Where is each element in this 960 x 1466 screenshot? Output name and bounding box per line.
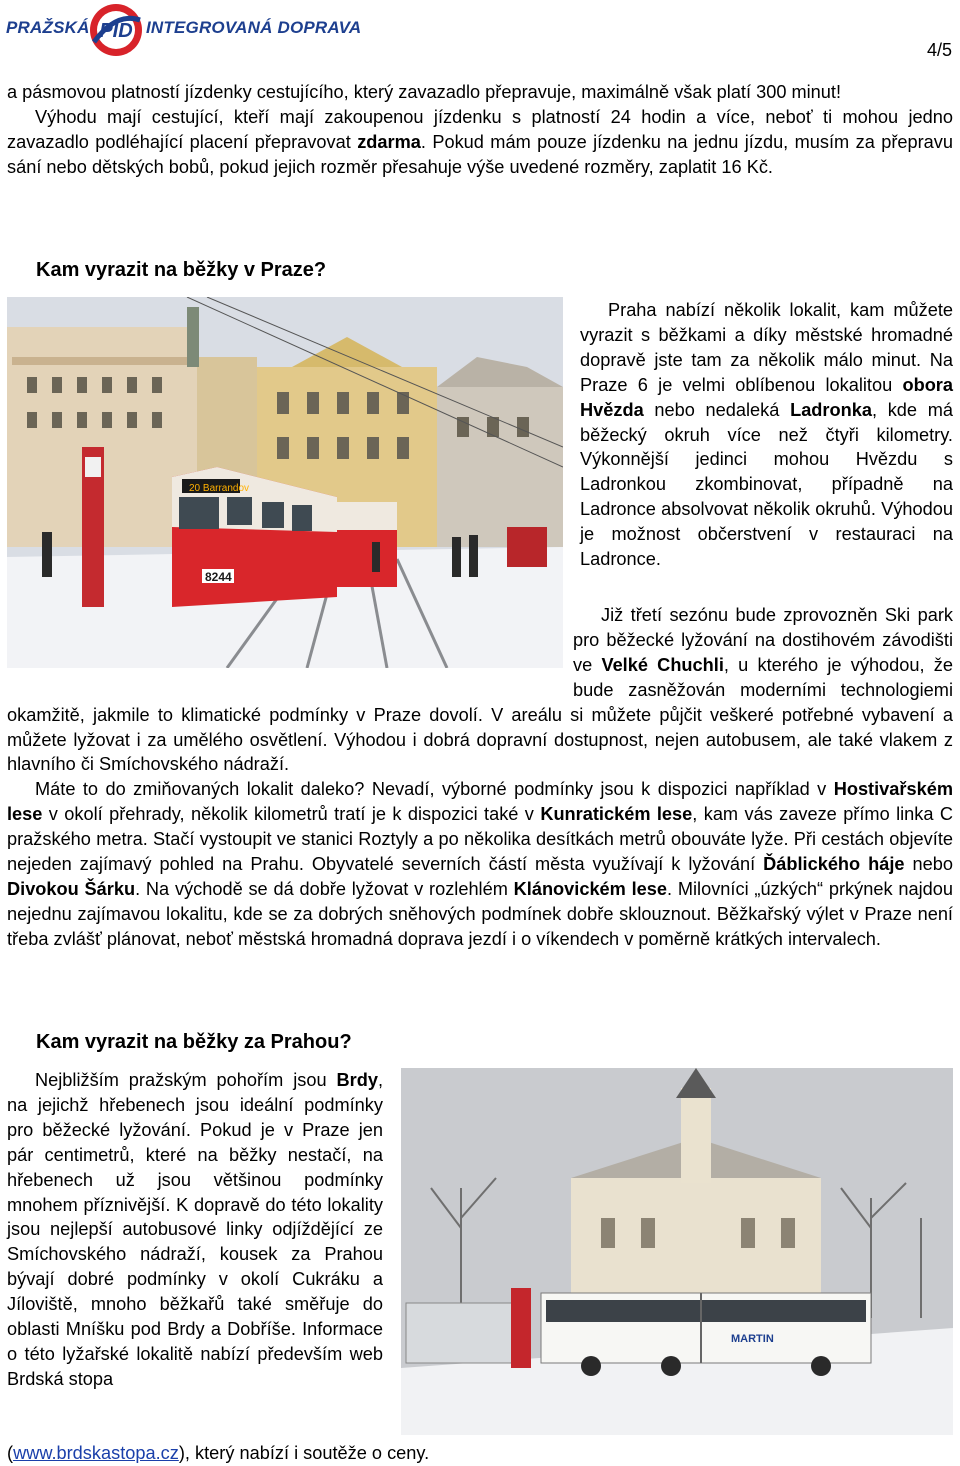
tram-destination-sign: 20 Barrandov: [189, 483, 250, 494]
page-header: [0, 0, 960, 62]
page-number: 4/5: [926, 40, 952, 60]
prague-paragraph-1: Praha nabízí několik lokalit, kam můžete vyrazit s běžkami a díky městské hromadné dopravě jste tam za několik málo minut. Na Praze 6 je velmi oblíbenou lokalitou obora Hvězda nebo nedaleká Ladronka, kde má běžecký okruh více než čtyři kilometry. Výkonnější jedinci mohou Hvězdu s Ladronkou zkombinovat, případně na Ladronce absolvovat několik okruhů. Výhodou je možnost občerstvení v restauraci na Ladronce.: [580, 300, 953, 570]
brand-name-left: PRAŽSKÁ: [6, 18, 90, 37]
section-heading-outside-prague: Kam vyrazit na běžky za Prahou?: [36, 1031, 352, 1053]
brdy-link-line: (www.brdskastopa.cz), který nabízí i soutěže o ceny.: [7, 1443, 430, 1463]
more-locations-paragraph: Máte to do zmiňovaných lokalit daleko? Nevadí, výborné podmínky jsou k dispozici například v Hostivařském lese v okolí přehrady, několik kilometrů tratí je k dispozici také v Kunratickém lese, kam vás zaveze přímo linka C pražského metra. Stačí vystoupit ve stanici Roztyly a po několika desítkách metrů obouváte lyže. Při cestách objevíte nejeden zajímavý pohled na Prahu. Obyvatelé severních částí města využívají k lyžování Ďáblického háje nebo Divokou Šárku. Na východě se dá dobře lyžovat v rozlehlém Klánovickém lese. Milovníci „úzkých“ prkýnek najdou nejednu zajímavou lokalitu, kde se za dobrých sněhových podmínek dobře sklouznout. Běžkařský výlet v Praze není třeba zvlášť plánovat, neboť městská hromadná doprava jezdí i o víkendech v poměrně krátkých intervalech.: [7, 779, 954, 949]
pid-logo: [86, 2, 144, 58]
brdy-text: [7, 1068, 383, 1392]
float-spacer: [7, 603, 573, 678]
section-heading-prague: Kam vyrazit na běžky v Praze?: [36, 259, 327, 281]
chuchli-paragraph: Již třetí sezónu bude zprovozněn Ski park pro běžecké lyžování na dostihovém závodišti ve Velké Chuchli, u kterého je výhodou, že bude zasněžován moderními technologiemi okamžitě, jakmile to klimatické podmínky v Praze dovolí. V areálu si můžete půjčit veškeré potřebné vybavení a můžete lyžovat i za umělého osvětlení. Výhodou i dobrá dopravní dostupnost, nejen autobusem, ale také vlakem z hlavního či Smíchovského nádraží.: [7, 605, 954, 775]
logo-text: PID: [99, 20, 133, 42]
brdskastopa-link[interactable]: www.brdskastopa.cz: [13, 1443, 179, 1463]
tram-number: 8244: [205, 570, 232, 584]
bus-church-winter-photo: [401, 1068, 953, 1435]
brand-name-right: INTEGROVANÁ DOPRAVA: [146, 18, 362, 37]
bus-brand-text: MARTIN: [731, 1333, 774, 1345]
brdy-paragraph: Nejbližším pražským pohořím jsou Brdy, na jejichž hřebenech jsou ideální podmínky pro běžecké lyžování. Pokud je v Praze jen pár centimetrů, které na běžky nestačí, na hřebenech už jsou většinou podmínky mnohem příznivější. K dopravě do této lokality jsou nejlepší autobusové linky odjíždějící ze Smíchovského nádraží, kousek za Prahou bývají dobré podmínky v okolí Cukráku a Jíloviště, mnoho běžkařů také směřuje do oblasti Mníšku pod Brdy a Dobříše. Informace o této lyžařské lokalitě nabízí především web Brdská stopa: [7, 1070, 383, 1389]
intro-paragraph-2: Výhodu mají cestující, kteří mají zakoupenou jízdenku s platností 24 hodin a více, neboť ti mohou jedno zavazadlo podléhající placení přepravovat zdarma. Pokud mám pouze jízdenku na jednu jízdu, musím za přepravu sání nebo dětských bobů, pokud jejich rozměr přesahuje výše uvedené rozměry, zaplatit 16 Kč.: [7, 106, 953, 177]
chuchli-paragraph-wrap: [7, 603, 953, 952]
intro-text: [7, 80, 953, 180]
intro-paragraph-1: a pásmovou platností jízdenky cestujícího, který zavazadlo přepravuje, maximálně však platí 300 minut!: [7, 82, 842, 102]
prague-locations-text: [580, 298, 953, 572]
